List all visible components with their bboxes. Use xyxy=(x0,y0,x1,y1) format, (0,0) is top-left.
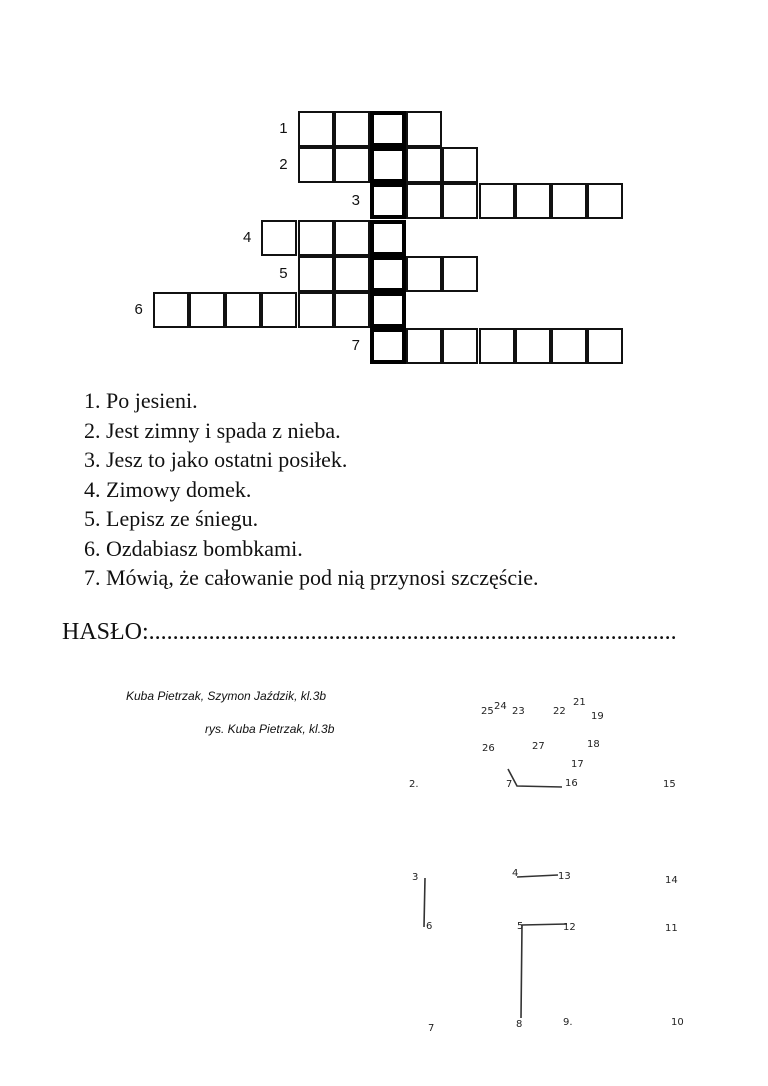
crossword-cell[interactable] xyxy=(587,328,623,364)
crossword-cell[interactable] xyxy=(406,328,442,364)
crossword-cell[interactable] xyxy=(479,328,515,364)
password-cell[interactable] xyxy=(370,256,406,292)
crossword-cell[interactable] xyxy=(153,292,189,328)
crossword-cell[interactable] xyxy=(442,147,478,183)
crossword-cell[interactable] xyxy=(189,292,225,328)
crossword-cell[interactable] xyxy=(298,147,334,183)
row-number: 7 xyxy=(351,337,360,355)
clue-list xyxy=(84,386,724,593)
password-cell[interactable] xyxy=(370,183,406,219)
crossword-cell[interactable] xyxy=(334,256,370,292)
dot-label: 27 xyxy=(532,741,545,752)
clue-item: 1. Po jesieni. xyxy=(84,388,198,413)
clue-item: 5. Lepisz ze śniegu. xyxy=(84,506,259,531)
crossword-cell[interactable] xyxy=(406,256,442,292)
crossword-cell[interactable] xyxy=(587,183,623,219)
crossword-cell[interactable] xyxy=(442,328,478,364)
dot-label: 23 xyxy=(512,706,525,717)
row-number: 6 xyxy=(134,301,143,318)
dot-label: 10 xyxy=(671,1017,684,1028)
crossword-cell[interactable] xyxy=(479,183,515,219)
clue-item: 6. Ozdabiasz bombkami. xyxy=(84,535,303,561)
row-number: 2 xyxy=(279,156,288,174)
crossword-cell[interactable] xyxy=(334,111,370,147)
drawing-credit: rys. Kuba Pietrzak, kl.3b xyxy=(205,722,335,736)
drawn-line xyxy=(517,875,558,877)
dot-label: 16 xyxy=(565,778,578,789)
crossword-cell[interactable] xyxy=(298,111,334,147)
crossword-cell[interactable] xyxy=(551,183,587,219)
crossword-cell[interactable] xyxy=(442,256,478,292)
dot-label: 15 xyxy=(663,779,676,790)
crossword-cell[interactable] xyxy=(298,256,334,292)
crossword-cell[interactable] xyxy=(261,220,297,256)
crossword-cell[interactable] xyxy=(406,147,442,183)
dot-label: 7 xyxy=(506,779,513,790)
password-cell[interactable] xyxy=(370,328,406,364)
password-cell[interactable] xyxy=(370,292,406,328)
dot-label: 17 xyxy=(571,759,584,770)
crossword-cell[interactable] xyxy=(334,147,370,183)
drawn-line xyxy=(508,769,562,787)
drawn-line xyxy=(521,924,567,1018)
password-cell[interactable] xyxy=(370,147,406,183)
dot-label: 8 xyxy=(516,1019,523,1030)
crossword-cell[interactable] xyxy=(515,183,551,219)
dot-label: 25 xyxy=(481,706,494,717)
dot-label: 2. xyxy=(409,779,419,790)
crossword-cell[interactable] xyxy=(406,183,442,219)
dot-label: 3 xyxy=(412,872,419,883)
crossword-cell[interactable] xyxy=(515,328,551,364)
row-number: 3 xyxy=(351,192,360,210)
crossword-cell[interactable] xyxy=(551,328,587,364)
crossword-grid xyxy=(0,0,768,380)
dot-label: 21 xyxy=(573,697,586,708)
row-number: 4 xyxy=(243,228,252,246)
row-number: 1 xyxy=(279,120,288,137)
crossword-cell[interactable] xyxy=(298,292,334,328)
row-number: 5 xyxy=(279,264,288,282)
clue-item: 4. Zimowy domek. xyxy=(84,476,252,502)
dot-label: 7 xyxy=(428,1023,435,1034)
crossword-cell[interactable] xyxy=(334,292,370,328)
dot-label: 13 xyxy=(558,871,571,882)
clue-item: 2. Jest zimny i spada z nieba. xyxy=(84,417,341,443)
crossword-cell[interactable] xyxy=(261,292,297,328)
crossword-cell[interactable] xyxy=(225,292,261,328)
clue-item: 3. Jesz to jako ostatni posiłek. xyxy=(84,447,348,472)
dot-label: 26 xyxy=(482,743,495,754)
dot-label: 18 xyxy=(587,739,600,750)
crossword-cell[interactable] xyxy=(406,111,442,147)
dot-label: 14 xyxy=(665,875,678,886)
password-line: HASŁO:........................................................................................ xyxy=(62,619,677,645)
dot-label: 9. xyxy=(563,1017,573,1028)
crossword-cell[interactable] xyxy=(334,220,370,256)
crossword-cell[interactable] xyxy=(442,183,478,219)
dot-label: 19 xyxy=(591,711,604,722)
clue-item: 7. Mówią, że całowanie pod nią przynosi szczęście. xyxy=(84,565,539,590)
authors-credit: Kuba Pietrzak, Szymon Jaździk, kl.3b xyxy=(126,689,327,703)
password-cell[interactable] xyxy=(370,220,406,256)
dot-label: 22 xyxy=(553,706,566,717)
password-cell[interactable] xyxy=(370,111,406,147)
dot-to-dot-drawing xyxy=(395,680,715,1070)
dot-label: 24 xyxy=(494,701,507,712)
dot-label: 11 xyxy=(665,923,678,934)
dot-label: 5 xyxy=(517,921,524,932)
dot-label: 6 xyxy=(426,921,433,932)
crossword-cell[interactable] xyxy=(298,220,334,256)
dot-label: 12 xyxy=(563,922,576,933)
drawn-line xyxy=(424,878,425,927)
dot-label: 4 xyxy=(512,868,519,879)
